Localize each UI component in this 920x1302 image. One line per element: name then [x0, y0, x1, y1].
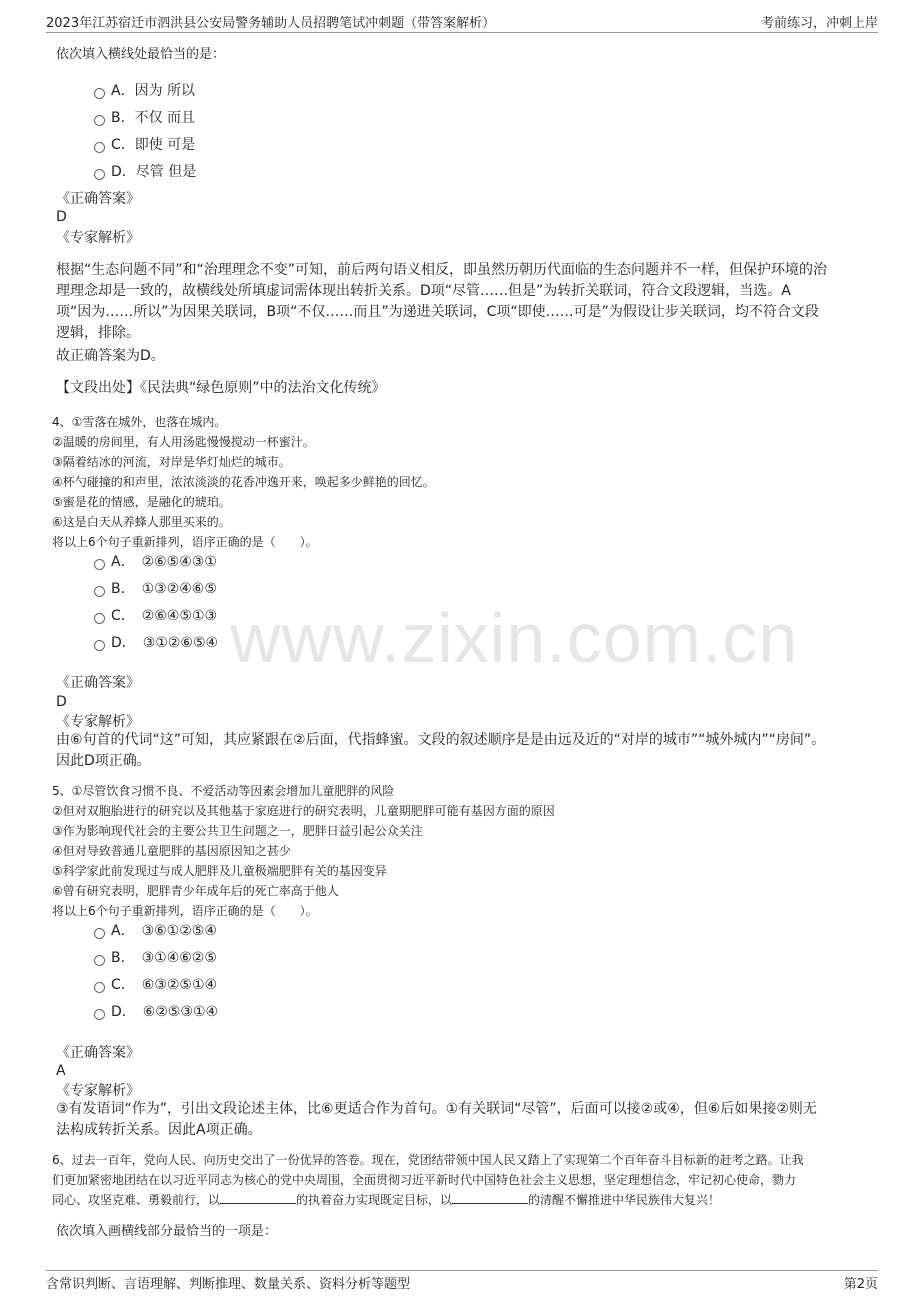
q3-analysis-label: 《专家解析》 [56, 230, 140, 246]
option-label: B． ①③②④⑥⑤ [111, 581, 217, 597]
q5-answer-label: 《正确答案》 [56, 1045, 140, 1061]
page-header [46, 12, 878, 33]
q5-option-d[interactable] [94, 1001, 218, 1021]
q4-option-b[interactable] [94, 578, 217, 598]
option-label: C． ⑥③②⑤①④ [111, 977, 218, 993]
q3-source: 【文段出处】《民法典“绿色原则”中的法治文化传统》 [56, 380, 386, 396]
radio-icon[interactable] [94, 115, 105, 126]
q5-option-a[interactable] [94, 920, 217, 940]
q5-analysis: ③有发语词“作为”，引出文段论述主体，比⑥更适合作为首句。①有关联词“尽管”，后面可以接②或④，但⑥后如果接②则无 法构成转折关系。因此A项正确。 [56, 1101, 817, 1138]
q3-option-c[interactable] [94, 134, 195, 154]
radio-icon[interactable] [94, 955, 105, 966]
option-label: A． ②⑥⑤④③① [111, 554, 217, 570]
header-slogan: 考前练习，冲刺上岸 [760, 16, 878, 31]
q4-option-c[interactable] [94, 605, 217, 625]
option-label: C．即使 可是 [111, 137, 196, 153]
q4-analysis: 由⑥句首的代词“这”可知，其应紧跟在②后面，代指蜂蜜。文段的叙述顺序是是由远及近的“对岸的城市”“城外城内”“房间”。 因此D项正确。 [56, 732, 826, 769]
q3-option-a[interactable] [94, 80, 195, 100]
radio-icon[interactable] [94, 1009, 105, 1020]
q3-option-b[interactable] [94, 107, 195, 127]
page-footer [46, 1270, 878, 1295]
radio-icon[interactable] [94, 559, 105, 570]
q4-sentences: 4、①雪落在城外，也落在城内。 ②温暖的房间里，有人用汤匙慢慢搅动一杯蜜汁。 ③隔着结冰的河流，对岸是华灯灿烂的城市。 ④杯勺碰撞的和声里，浓浓淡淡的花香冲逸开来，唤起多少鲜艳的回忆。 ⑤蜜是花的情感，是融化的琥珀。 ⑥这是白天从养蜂人那里买来的。 将以上6个句子重新排列，语序正确的是（ ）。 [52, 415, 435, 549]
blank-1 [220, 1190, 296, 1204]
radio-icon[interactable] [94, 982, 105, 993]
option-label: A．因为 所以 [111, 83, 196, 99]
q6-prompt: 依次填入画横线部分最恰当的一项是： [56, 1224, 278, 1239]
radio-icon[interactable] [94, 613, 105, 624]
option-label: B． ③①④⑥②⑤ [111, 950, 217, 966]
radio-icon[interactable] [94, 586, 105, 597]
q4-option-d[interactable] [94, 632, 218, 652]
blank-2 [452, 1190, 528, 1204]
option-label: D． ③①②⑥⑤④ [111, 635, 219, 651]
q3-answer-label: 《正确答案》 [56, 191, 140, 207]
q5-sentences: 5、①尽管饮食习惯不良、不爱活动等因素会增加儿童肥胖的风险 ②但对双胞胎进行的研究以及其他基于家庭进行的研究表明，儿童期肥胖可能有基因方面的原因 ③作为影响现代社会的主要公共卫生问题之一，肥胖日益引起公众关注 ④但对导致普通儿童肥胖的基因原因知之甚少 ⑤科学家此前发现过与成人肥胖及儿童极端肥胖有关的基因变异 ⑥曾有研究表明，肥胖青少年成年后的死亡率高于他人 将以上6个句子重新排列，语序正确的是（ ）。 [52, 784, 555, 918]
radio-icon[interactable] [94, 169, 105, 180]
option-label: B．不仅 而且 [111, 110, 196, 126]
q4-analysis-label: 《专家解析》 [56, 714, 140, 730]
q4-option-a[interactable] [94, 551, 217, 571]
footer-description: 含常识判断、言语理解、判断推理、数量关系、资料分析等题型 [46, 1277, 411, 1292]
q3-stem: 依次填入横线处最恰当的是： [56, 47, 226, 62]
option-label: A． ③⑥①②⑤④ [111, 923, 217, 939]
option-label: D． ⑥②⑤③①④ [111, 1004, 219, 1020]
q4-answer: D [56, 694, 67, 710]
option-label: D．尽管 但是 [111, 164, 197, 180]
q5-option-c[interactable] [94, 974, 217, 994]
q3-conclusion: 故正确答案为D。 [56, 348, 165, 364]
watermark: www.zixin.com.cn [230, 599, 799, 677]
radio-icon[interactable] [94, 640, 105, 651]
option-label: C． ②⑥④⑤①③ [111, 608, 218, 624]
q5-option-b[interactable] [94, 947, 217, 967]
q5-answer: A [56, 1063, 66, 1079]
q3-analysis: 根据“生态问题不同”和“治理理念不变”可知，前后两句语义相反，即虽然历朝历代面临的生态问题并不一样，但保护环境的治 理理念却是一致的，故横线处所填虚词需体现出转折关系。D项“尽管……但是”为转折关联词，符合文段逻辑，当选。A 项“因为……所以”为因果关联词，B项“不仅……而且”为递进关联词，C项“即使……可是”为假设让步关联词，均不符合文段 逻辑，排除。 [56, 262, 828, 341]
q5-analysis-label: 《专家解析》 [56, 1083, 140, 1099]
header-title: 2023年江苏宿迁市泗洪县公安局警务辅助人员招聘笔试冲刺题（带答案解析） [46, 16, 496, 31]
page-number: 第2页 [843, 1277, 878, 1292]
radio-icon[interactable] [94, 88, 105, 99]
q4-answer-label: 《正确答案》 [56, 675, 140, 691]
q3-answer: D [56, 209, 67, 225]
radio-icon[interactable] [94, 928, 105, 939]
q6-passage: 6、过去一百年，党向人民、向历史交出了一份优异的答卷。现在，党团结带领中国人民又踏上了实现第二个百年奋斗目标新的赶考之路。让我 们更加紧密地团结在以习近平同志为核心的党中央周围，全面贯彻习近平新时代中国特色社会主义思想，坚定理想信念，牢记初心使命，勠力 同心、攻坚克难、勇毅前行，以 的执着奋力实现既定目标，以 的清醒不懈推进中华民族伟大复兴！ [52, 1153, 804, 1207]
radio-icon[interactable] [94, 142, 105, 153]
q3-option-d[interactable] [94, 161, 196, 181]
